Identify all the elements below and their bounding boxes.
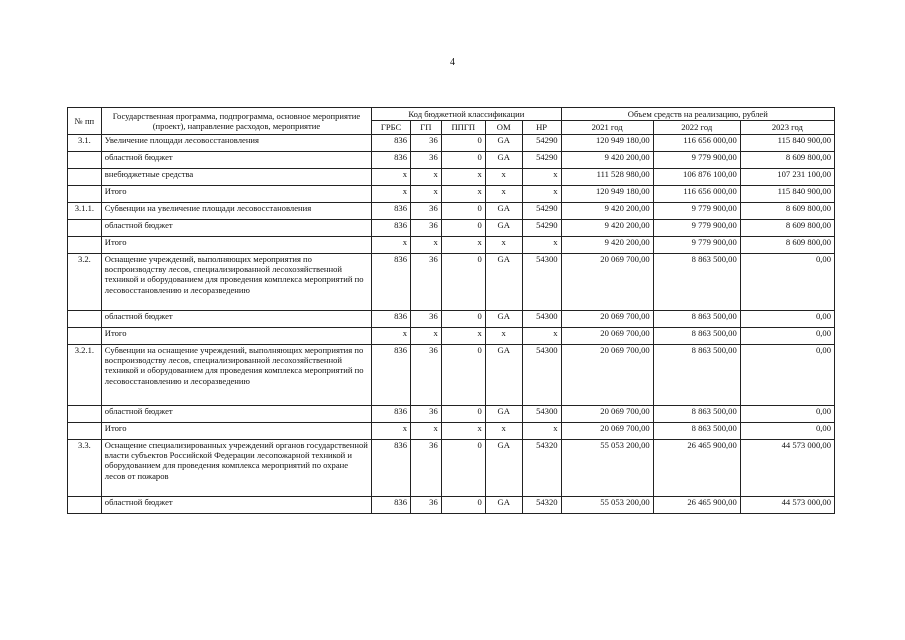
- table-row: [68, 134, 835, 151]
- row-2021: 9 420 200,00: [561, 236, 653, 253]
- row-name: областной бюджет: [101, 496, 371, 513]
- row-2023: 107 231 100,00: [740, 168, 834, 185]
- row-2022: 8 863 500,00: [653, 253, 740, 310]
- page-number: 4: [450, 57, 455, 68]
- header-num: № пп: [68, 108, 102, 135]
- row-2021: 9 420 200,00: [561, 151, 653, 168]
- row-nr: 54290: [522, 134, 561, 151]
- row-2022: 116 656 000,00: [653, 185, 740, 202]
- row-ppgp: 0: [441, 202, 485, 219]
- row-name: Оснащение учреждений, выполняющих мероприятия по воспроизводству лесов, специализированной лесохозяйственной техникой и оборудованием для проведения комплекса мероприятий по лесовосстановлению и лесоразведению: [101, 253, 371, 310]
- row-2023: 0,00: [740, 405, 834, 422]
- row-ppgp: x: [441, 422, 485, 439]
- row-name: областной бюджет: [101, 405, 371, 422]
- row-2023: 8 609 800,00: [740, 202, 834, 219]
- row-2023: 0,00: [740, 327, 834, 344]
- row-2021: 55 053 200,00: [561, 439, 653, 496]
- row-ppgp: 0: [441, 405, 485, 422]
- row-name: областной бюджет: [101, 310, 371, 327]
- header-year-2023: 2023 год: [740, 121, 834, 134]
- row-om: GA: [485, 219, 522, 236]
- row-om: GA: [485, 344, 522, 405]
- row-2023: 0,00: [740, 422, 834, 439]
- row-name: Итого: [101, 422, 371, 439]
- row-om: x: [485, 327, 522, 344]
- row-gp: x: [411, 422, 442, 439]
- row-grbs: x: [372, 327, 411, 344]
- table-row: [68, 236, 835, 253]
- row-nr: 54300: [522, 253, 561, 310]
- table-row: [68, 185, 835, 202]
- row-name: Увеличение площади лесовосстановления: [101, 134, 371, 151]
- row-gp: x: [411, 168, 442, 185]
- table-row: [68, 219, 835, 236]
- row-grbs: 836: [372, 151, 411, 168]
- row-num: 3.2.1.: [68, 344, 102, 405]
- header-amount-group: Объем средств на реализацию, рублей: [561, 108, 834, 121]
- row-nr: x: [522, 168, 561, 185]
- row-nr: x: [522, 422, 561, 439]
- row-2023: 0,00: [740, 310, 834, 327]
- row-2022: 8 863 500,00: [653, 310, 740, 327]
- row-2022: 8 863 500,00: [653, 405, 740, 422]
- row-grbs: x: [372, 168, 411, 185]
- row-om: GA: [485, 496, 522, 513]
- row-gp: 36: [411, 439, 442, 496]
- row-2021: 20 069 700,00: [561, 422, 653, 439]
- row-nr: 54300: [522, 344, 561, 405]
- row-grbs: 836: [372, 134, 411, 151]
- row-2023: 44 573 000,00: [740, 439, 834, 496]
- row-ppgp: x: [441, 327, 485, 344]
- row-om: x: [485, 168, 522, 185]
- row-num: 3.1.: [68, 134, 102, 151]
- row-nr: 54290: [522, 219, 561, 236]
- row-name: внебюджетные средства: [101, 168, 371, 185]
- row-nr: 54300: [522, 405, 561, 422]
- row-om: x: [485, 185, 522, 202]
- row-2022: 26 465 900,00: [653, 439, 740, 496]
- header-gp: ГП: [411, 121, 442, 134]
- row-name: областной бюджет: [101, 219, 371, 236]
- row-nr: x: [522, 327, 561, 344]
- row-grbs: 836: [372, 496, 411, 513]
- row-name: областной бюджет: [101, 151, 371, 168]
- row-nr: 54320: [522, 439, 561, 496]
- row-gp: 36: [411, 253, 442, 310]
- row-num: [68, 405, 102, 422]
- row-nr: x: [522, 236, 561, 253]
- row-gp: 36: [411, 151, 442, 168]
- row-num: [68, 185, 102, 202]
- table-row: [68, 405, 835, 422]
- row-gp: x: [411, 185, 442, 202]
- row-name: Субвенции на увеличение площади лесовосстановления: [101, 202, 371, 219]
- header-year-2021: 2021 год: [561, 121, 653, 134]
- table-row: [68, 496, 835, 513]
- table-row: [68, 344, 835, 405]
- row-gp: 36: [411, 344, 442, 405]
- row-num: 3.1.1.: [68, 202, 102, 219]
- row-2022: 9 779 900,00: [653, 202, 740, 219]
- row-om: GA: [485, 405, 522, 422]
- table-row: [68, 202, 835, 219]
- row-ppgp: 0: [441, 439, 485, 496]
- row-2022: 8 863 500,00: [653, 344, 740, 405]
- header-code-group: Код бюджетной классификации: [372, 108, 561, 121]
- row-grbs: 836: [372, 219, 411, 236]
- row-gp: x: [411, 236, 442, 253]
- row-name: Итого: [101, 236, 371, 253]
- header-nr: НР: [522, 121, 561, 134]
- header-year-2022: 2022 год: [653, 121, 740, 134]
- row-ppgp: 0: [441, 134, 485, 151]
- table-row: [68, 310, 835, 327]
- row-2022: 9 779 900,00: [653, 236, 740, 253]
- row-num: [68, 168, 102, 185]
- header-grbs: ГРБС: [372, 121, 411, 134]
- row-num: [68, 422, 102, 439]
- row-gp: 36: [411, 405, 442, 422]
- table-row: [68, 151, 835, 168]
- row-ppgp: 0: [441, 151, 485, 168]
- table-body: [68, 134, 835, 513]
- row-gp: 36: [411, 219, 442, 236]
- row-num: [68, 327, 102, 344]
- row-name: Итого: [101, 327, 371, 344]
- row-2021: 9 420 200,00: [561, 202, 653, 219]
- header-ppgp: ППГП: [441, 121, 485, 134]
- row-gp: 36: [411, 134, 442, 151]
- row-2023: 44 573 000,00: [740, 496, 834, 513]
- row-2023: 8 609 800,00: [740, 219, 834, 236]
- row-om: x: [485, 236, 522, 253]
- row-2021: 120 949 180,00: [561, 185, 653, 202]
- row-gp: x: [411, 327, 442, 344]
- table-header: [68, 108, 835, 135]
- row-2022: 9 779 900,00: [653, 151, 740, 168]
- row-om: GA: [485, 151, 522, 168]
- row-nr: 54290: [522, 151, 561, 168]
- row-2022: 106 876 100,00: [653, 168, 740, 185]
- row-2022: 8 863 500,00: [653, 327, 740, 344]
- row-name: Субвенции на оснащение учреждений, выполняющих мероприятия по воспроизводству лесов, специализированной лесохозяйственной техникой и оборудованием для проведения комплекса мероприятий по лесовосстановлению и лесоразведению: [101, 344, 371, 405]
- row-nr: x: [522, 185, 561, 202]
- row-num: [68, 496, 102, 513]
- row-ppgp: 0: [441, 310, 485, 327]
- row-om: GA: [485, 253, 522, 310]
- row-om: x: [485, 422, 522, 439]
- row-name: Оснащение специализированных учреждений органов государственной власти субъектов Российской Федерации лесопожарной техникой и оборудованием для проведения комплекса мероприятий по охране лесов от пожаров: [101, 439, 371, 496]
- row-2023: 0,00: [740, 253, 834, 310]
- row-nr: 54320: [522, 496, 561, 513]
- row-2023: 8 609 800,00: [740, 151, 834, 168]
- row-2021: 20 069 700,00: [561, 327, 653, 344]
- row-num: [68, 151, 102, 168]
- row-nr: 54290: [522, 202, 561, 219]
- row-ppgp: x: [441, 185, 485, 202]
- row-ppgp: 0: [441, 496, 485, 513]
- header-om: ОМ: [485, 121, 522, 134]
- row-2021: 20 069 700,00: [561, 253, 653, 310]
- table-row: [68, 253, 835, 310]
- row-2021: 20 069 700,00: [561, 344, 653, 405]
- row-gp: 36: [411, 310, 442, 327]
- row-grbs: x: [372, 236, 411, 253]
- table-row: [68, 422, 835, 439]
- row-2021: 120 949 180,00: [561, 134, 653, 151]
- row-2023: 0,00: [740, 344, 834, 405]
- row-grbs: x: [372, 185, 411, 202]
- row-2022: 9 779 900,00: [653, 219, 740, 236]
- row-2021: 20 069 700,00: [561, 405, 653, 422]
- row-ppgp: 0: [441, 344, 485, 405]
- row-ppgp: 0: [441, 219, 485, 236]
- row-2021: 9 420 200,00: [561, 219, 653, 236]
- row-grbs: 836: [372, 405, 411, 422]
- table-row: [68, 327, 835, 344]
- row-num: [68, 310, 102, 327]
- row-2023: 8 609 800,00: [740, 236, 834, 253]
- row-num: 3.2.: [68, 253, 102, 310]
- table-row: [68, 168, 835, 185]
- row-gp: 36: [411, 202, 442, 219]
- table-row: [68, 439, 835, 496]
- row-num: [68, 236, 102, 253]
- row-grbs: 836: [372, 344, 411, 405]
- row-gp: 36: [411, 496, 442, 513]
- row-2023: 115 840 900,00: [740, 134, 834, 151]
- row-nr: 54300: [522, 310, 561, 327]
- row-2021: 55 053 200,00: [561, 496, 653, 513]
- row-grbs: 836: [372, 310, 411, 327]
- row-grbs: 836: [372, 202, 411, 219]
- row-num: [68, 219, 102, 236]
- row-grbs: 836: [372, 439, 411, 496]
- row-ppgp: 0: [441, 253, 485, 310]
- row-om: GA: [485, 439, 522, 496]
- row-num: 3.3.: [68, 439, 102, 496]
- row-2023: 115 840 900,00: [740, 185, 834, 202]
- row-om: GA: [485, 202, 522, 219]
- row-ppgp: x: [441, 168, 485, 185]
- row-2022: 116 656 000,00: [653, 134, 740, 151]
- row-2022: 8 863 500,00: [653, 422, 740, 439]
- row-2021: 111 528 980,00: [561, 168, 653, 185]
- header-program: Государственная программа, подпрограмма, основное мероприятие (проект), направление расходов, мероприятие: [101, 108, 371, 135]
- row-grbs: 836: [372, 253, 411, 310]
- budget-table: [67, 107, 835, 514]
- row-om: GA: [485, 310, 522, 327]
- row-ppgp: x: [441, 236, 485, 253]
- row-om: GA: [485, 134, 522, 151]
- row-grbs: x: [372, 422, 411, 439]
- row-2021: 20 069 700,00: [561, 310, 653, 327]
- row-name: Итого: [101, 185, 371, 202]
- row-2022: 26 465 900,00: [653, 496, 740, 513]
